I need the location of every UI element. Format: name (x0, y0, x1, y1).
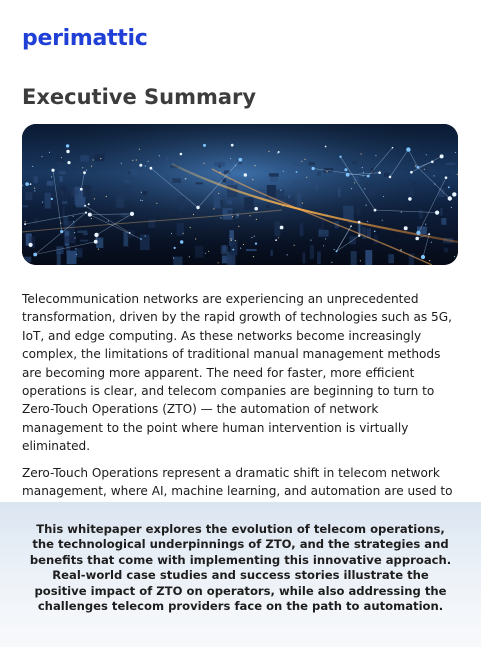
city-light (253, 256, 254, 257)
city-light (455, 152, 456, 153)
page-title: Executive Summary (22, 85, 257, 109)
city-light (41, 156, 42, 157)
city-building (303, 253, 306, 264)
network-node (416, 231, 420, 235)
city-building (25, 192, 32, 200)
network-node (392, 147, 394, 149)
city-light (362, 175, 363, 176)
city-building (365, 183, 373, 190)
city-building (318, 230, 328, 237)
city-light (76, 254, 77, 255)
city-light (306, 177, 307, 178)
city-building (447, 173, 450, 175)
city-light (91, 166, 92, 167)
network-node (88, 213, 92, 217)
city-light (375, 155, 376, 156)
city-building (384, 173, 389, 177)
network-node (339, 156, 341, 158)
city-light (401, 212, 402, 213)
city-light (51, 176, 52, 177)
city-light (238, 226, 239, 227)
city-building (227, 200, 232, 204)
network-node (367, 175, 370, 178)
city-light (232, 216, 233, 217)
city-building (351, 251, 357, 265)
city-building (127, 230, 135, 238)
city-building (297, 193, 302, 208)
city-light (334, 249, 335, 250)
network-node (255, 243, 257, 245)
city-light (75, 248, 76, 249)
city-building (196, 182, 203, 184)
city-light (193, 214, 194, 215)
city-building (370, 190, 376, 196)
city-light (73, 216, 74, 217)
city-light (230, 238, 231, 239)
network-node (88, 203, 90, 205)
city-light (240, 248, 241, 249)
network-node (431, 161, 434, 164)
city-light (287, 254, 288, 255)
city-light (42, 202, 43, 203)
city-building (116, 195, 124, 207)
city-light (106, 196, 107, 197)
city-light (457, 174, 458, 175)
city-building (315, 184, 319, 191)
network-node (129, 232, 131, 234)
city-light (218, 262, 219, 263)
network-node (66, 150, 69, 153)
network-node (67, 161, 70, 164)
network-node (66, 144, 69, 147)
city-building (24, 257, 32, 263)
city-building (223, 208, 233, 219)
network-node (452, 192, 456, 196)
city-light (354, 182, 355, 183)
city-building (22, 205, 28, 207)
city-light (323, 245, 324, 246)
network-node (417, 166, 420, 169)
city-building (124, 180, 129, 183)
city-light (363, 172, 364, 173)
city-light (61, 157, 62, 158)
network-node (280, 226, 284, 230)
city-light (75, 237, 76, 238)
city-building (222, 178, 226, 182)
city-light (136, 159, 137, 160)
network-node (84, 205, 86, 207)
city-building (246, 249, 257, 251)
city-light (431, 242, 432, 243)
network-node (358, 221, 361, 224)
city-light (425, 224, 426, 225)
city-light (310, 240, 311, 241)
network-node (408, 197, 412, 201)
network-node (25, 182, 29, 186)
city-light (327, 171, 328, 172)
city-light (424, 169, 425, 170)
city-light (208, 251, 209, 252)
city-light (451, 207, 452, 208)
city-building (441, 218, 446, 225)
city-building (338, 188, 340, 197)
city-light (434, 183, 435, 184)
network-node (374, 209, 377, 212)
city-building (419, 210, 423, 219)
city-light (132, 160, 133, 161)
city-light (94, 198, 95, 199)
city-light (34, 190, 35, 191)
network-node (421, 255, 425, 259)
network-node (238, 158, 242, 162)
network-node (130, 212, 134, 216)
network-node (140, 238, 142, 240)
city-building (178, 196, 186, 210)
city-light (195, 238, 196, 239)
city-building (62, 201, 67, 204)
city-building (95, 154, 105, 161)
city-building (71, 189, 74, 197)
city-building (61, 191, 64, 195)
network-node (336, 250, 338, 252)
city-light (268, 151, 269, 152)
city-building (421, 166, 429, 171)
city-light (100, 158, 101, 159)
network-node (325, 146, 327, 148)
network-node (80, 188, 83, 191)
city-building (293, 181, 299, 184)
network-node (389, 176, 392, 179)
city-light (401, 249, 402, 250)
city-building (446, 163, 455, 165)
city-light (230, 158, 231, 159)
city-light (49, 152, 50, 153)
city-light (231, 240, 232, 241)
network-node (231, 144, 234, 147)
city-light (249, 215, 250, 216)
city-light (25, 221, 26, 222)
city-building (300, 223, 304, 236)
city-building (59, 171, 65, 174)
city-light (121, 163, 122, 164)
city-building (148, 219, 155, 228)
network-node (244, 173, 247, 176)
city-building (34, 218, 37, 224)
city-light (243, 244, 244, 245)
city-light (91, 218, 92, 219)
city-light (294, 245, 295, 246)
body-paragraph: Zero-Touch Operations represent a dramatic shift in telecom network management, where AI, machine learning, and automation are used to (22, 465, 453, 499)
city-light (415, 165, 416, 166)
city-building (228, 210, 236, 213)
city-building (78, 231, 88, 233)
city-building (34, 176, 38, 183)
network-node (139, 164, 142, 167)
city-light (325, 238, 326, 239)
network-node (85, 212, 87, 214)
city-building (356, 206, 360, 216)
network-node (378, 171, 381, 174)
city-light (304, 159, 305, 160)
city-light (302, 203, 303, 204)
city-light (256, 219, 257, 220)
network-node (83, 171, 86, 174)
city-light (326, 215, 327, 216)
city-building (172, 178, 181, 183)
city-light (331, 262, 332, 263)
network-node (312, 167, 315, 170)
network-node (174, 247, 176, 249)
city-building (270, 177, 277, 182)
network-node (440, 154, 444, 158)
city-light (362, 167, 363, 168)
city-light (400, 250, 401, 251)
city-light (360, 260, 361, 261)
city-building (65, 236, 75, 244)
city-light (237, 215, 238, 216)
city-building (275, 190, 285, 200)
network-node (296, 171, 298, 173)
city-light (351, 188, 352, 189)
city-light (220, 217, 221, 218)
city-light (183, 233, 184, 234)
city-light (454, 256, 455, 257)
network-node (150, 167, 153, 170)
city-building (352, 161, 358, 164)
perimattic-logo: perimattic (22, 26, 148, 51)
body-paragraph: Telecommunication networks are experiencing an unprecedented transformation, driven by the rapid growth of technologies such as 5G, IoT, and edge computing. As these networks become increasingly complex, the limitations of traditional manual management methods are becoming more apparent. The need for faster, more efficient operations is clear, and telecom companies are beginning to turn to Zero-Touch Operations (ZTO) — the automation of network management to the point where human intervention is virtually eliminated. (22, 292, 452, 454)
city-light (361, 153, 362, 154)
city-light (171, 233, 172, 234)
city-building (440, 208, 442, 215)
network-node (406, 147, 410, 151)
city-light (426, 154, 427, 155)
city-light (382, 220, 383, 221)
city-building (195, 246, 204, 258)
city-building (288, 194, 291, 198)
network-node (180, 153, 183, 156)
city-building (142, 191, 147, 195)
network-node (30, 183, 32, 185)
city-light (277, 153, 278, 154)
city-light (142, 200, 143, 201)
city-building (58, 161, 62, 165)
city-light (34, 188, 35, 189)
city-light (282, 205, 283, 206)
city-building (266, 205, 270, 208)
network-node (344, 168, 347, 171)
city-building (60, 176, 63, 182)
network-node (275, 239, 277, 241)
city-light (366, 205, 367, 206)
network-node (428, 233, 430, 235)
city-light (280, 190, 281, 191)
city-light (141, 192, 142, 193)
network-node (445, 176, 448, 179)
hero-image (22, 124, 458, 265)
summary-highlight-box (0, 502, 481, 647)
network-node (24, 223, 26, 225)
summary-highlight-text: This whitepaper explores the evolution of telecom operations, the technological underpinnings of ZTO, and the strategies and benefits that come with implementing this innovative approach. Real-world case studies and success stories illustrate the positive impact of ZTO on operators, while also addressing the challenges telecom providers face on the path to automation. (29, 522, 452, 614)
city-light (108, 220, 109, 221)
city-light (255, 165, 256, 166)
city-light (86, 170, 87, 171)
city-building (413, 182, 415, 185)
city-light (235, 240, 236, 241)
city-light (139, 149, 140, 150)
city-light (60, 223, 61, 224)
city-light (364, 188, 365, 189)
city-building (166, 157, 169, 163)
city-light (251, 237, 252, 238)
city-building (80, 155, 89, 161)
city-building (45, 193, 51, 209)
network-node (448, 196, 452, 200)
city-building (365, 250, 372, 265)
network-node (374, 231, 376, 233)
city-building (67, 251, 77, 265)
city-building (173, 257, 182, 265)
city-building (409, 190, 413, 195)
city-building (244, 197, 253, 210)
city-building (131, 170, 137, 175)
city-building (214, 162, 225, 167)
city-building (83, 233, 88, 235)
city-light (173, 257, 174, 258)
city-light (140, 200, 141, 201)
network-node (232, 249, 234, 251)
network-node (435, 211, 439, 215)
city-building (230, 240, 237, 255)
city-building (47, 181, 54, 186)
city-light (32, 166, 33, 167)
city-building (388, 254, 394, 263)
city-building (83, 185, 91, 197)
city-light (185, 179, 186, 180)
network-node (60, 230, 63, 233)
network-node (404, 226, 408, 230)
city-light (429, 260, 430, 261)
network-node (94, 240, 98, 244)
city-building (80, 240, 88, 242)
city-light (145, 235, 146, 236)
city-building (343, 206, 354, 220)
city-building (214, 194, 221, 209)
city-light (159, 155, 160, 156)
city-building (122, 185, 131, 189)
city-building (317, 252, 321, 265)
city-building (374, 235, 378, 244)
city-light (252, 179, 253, 180)
city-building (74, 187, 80, 202)
city-light (301, 161, 302, 162)
network-node (51, 198, 53, 200)
city-building (275, 221, 281, 236)
city-building (294, 163, 300, 166)
network-node (415, 237, 419, 241)
network-node (203, 144, 206, 147)
city-light (189, 256, 190, 257)
city-building (140, 235, 150, 251)
city-light (92, 159, 93, 160)
city-building (444, 248, 448, 253)
network-node (29, 243, 33, 247)
city-light (190, 227, 191, 228)
city-light (145, 166, 146, 167)
city-light (213, 208, 214, 209)
city-light (98, 249, 99, 250)
city-light (148, 161, 149, 162)
body-text (22, 290, 462, 527)
city-building (309, 162, 316, 165)
city-light (82, 167, 83, 168)
city-light (203, 163, 204, 164)
network-node (278, 151, 280, 153)
city-building (62, 206, 64, 216)
city-building (222, 252, 230, 255)
city-light (383, 196, 384, 197)
city-light (74, 232, 75, 233)
city-light (235, 165, 236, 166)
city-building (271, 250, 273, 256)
network-node (196, 206, 199, 209)
city-light (156, 203, 157, 204)
city-light (367, 221, 368, 222)
city-light (433, 175, 434, 176)
city-light (254, 236, 255, 237)
network-node (180, 240, 183, 243)
city-building (317, 172, 321, 177)
network-node (94, 233, 98, 237)
city-light (205, 253, 206, 254)
network-node (346, 173, 350, 177)
city-light (278, 237, 279, 238)
city-light (220, 172, 221, 173)
network-node (51, 169, 54, 172)
network-node (448, 186, 450, 188)
city-light (283, 171, 284, 172)
network-node (358, 235, 360, 237)
network-node (254, 207, 258, 211)
network-node (350, 225, 352, 227)
network-node (410, 171, 413, 174)
city-light (73, 221, 74, 222)
network-node (33, 253, 37, 257)
city-building (128, 172, 131, 175)
city-building (362, 227, 366, 239)
city-building (310, 245, 314, 259)
city-building (355, 191, 360, 195)
city-building (57, 251, 61, 265)
city-building (269, 173, 279, 177)
city-light (218, 193, 219, 194)
